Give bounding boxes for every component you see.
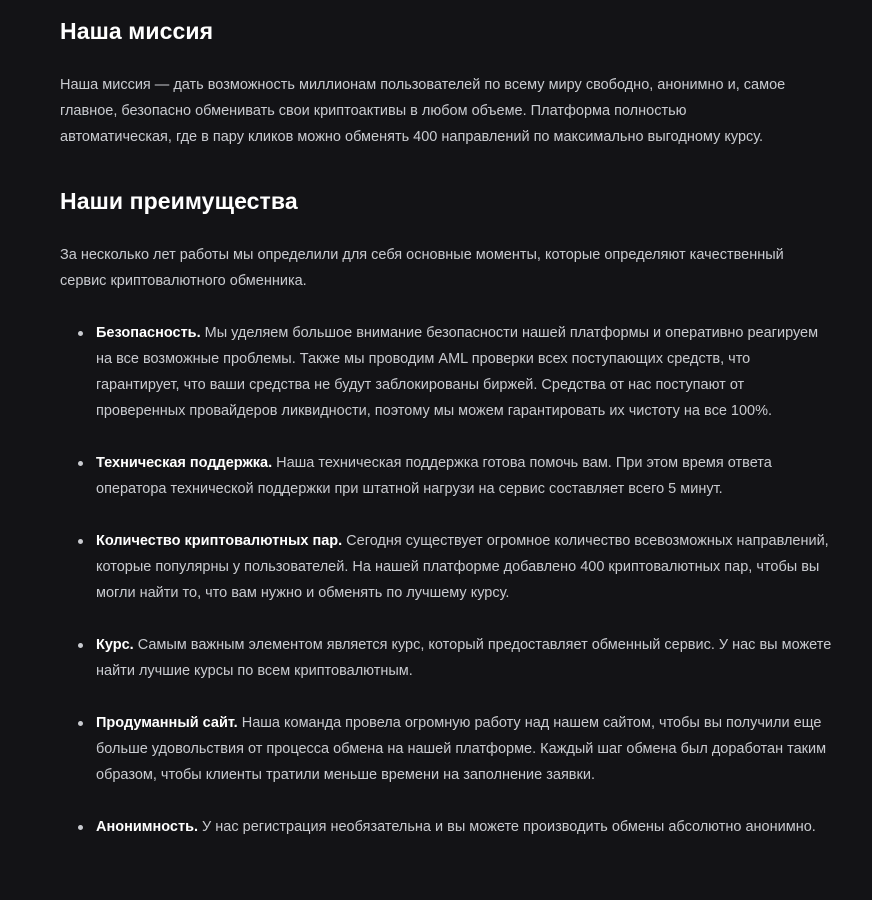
list-item-text: Наша команда провела огромную работу над нашем сайтом, чтобы вы получили еще больше удовольствия от процесса обмена на нашей платформе. Каждый шаг обмена был доработан таким образом, чтобы клиенты тратили меньше времени на заполнение заявки. — [96, 715, 827, 783]
list-item — [60, 450, 832, 502]
list-item-term: Курс. — [96, 637, 134, 653]
list-item — [60, 320, 832, 424]
list-item-term: Продуманный сайт. — [96, 715, 238, 731]
mission-paragraph: Наша миссия — дать возможность миллионам пользователей по всему миру свободно, анонимно и, самое главное, безопасно обменивать свои криптоактивы в любом объеме. Платформа полностью автоматическая, где в пару кликов можно обменять 400 направлений по максимально выгодному курсу. — [60, 77, 786, 145]
list-item — [60, 528, 832, 606]
mission-heading: Наша миссия — [60, 18, 214, 44]
advantages-intro-paragraph: За несколько лет работы мы определили для себя основные моменты, которые определяют качественный сервис криптовалютного обменника. — [60, 247, 784, 289]
list-item-term: Безопасность. — [96, 325, 201, 341]
list-item-text: Сегодня существует огромное количество всевозможных направлений, которые популярны у пользователей. На нашей платформе добавлено 400 криптовалютных пар, чтобы вы могли найти то, что вам нужно и обменять по лучшему курсу. — [96, 533, 829, 601]
list-item — [60, 710, 832, 788]
list-item-term: Анонимность. — [96, 819, 199, 835]
mission-section — [60, 16, 832, 150]
list-item-term: Техническая поддержка. — [96, 455, 273, 471]
list-item-term: Количество криптовалютных пар. — [96, 533, 343, 549]
advantages-section — [60, 186, 832, 840]
list-item-text: У нас регистрация необязательна и вы можете производить обмены абсолютно анонимно. — [198, 819, 816, 835]
list-item-text: Самым важным элементом является курс, который предоставляет обменный сервис. У нас вы можете найти лучшие курсы по всем криптовалютным. — [96, 637, 832, 679]
list-item-text: Мы уделяем большое внимание безопасности нашей платформы и оперативно реагируем на все возможные проблемы. Также мы проводим AML проверки всех поступающих средств, что гарантирует, что ваши средства не будут заблокированы биржей. Средства от нас поступают от проверенных провайдеров ликвидности, поэтому мы можем гарантировать их чистоту на все 100%. — [96, 325, 819, 419]
list-item-text: Наша техническая поддержка готова помочь вам. При этом время ответа оператора технической поддержки при штатной нагрузи на сервис составляет всего 5 минут. — [96, 455, 772, 497]
list-item — [60, 632, 832, 684]
advantages-list — [60, 320, 832, 840]
list-item — [60, 814, 832, 840]
advantages-heading: Наши преимущества — [60, 188, 298, 214]
